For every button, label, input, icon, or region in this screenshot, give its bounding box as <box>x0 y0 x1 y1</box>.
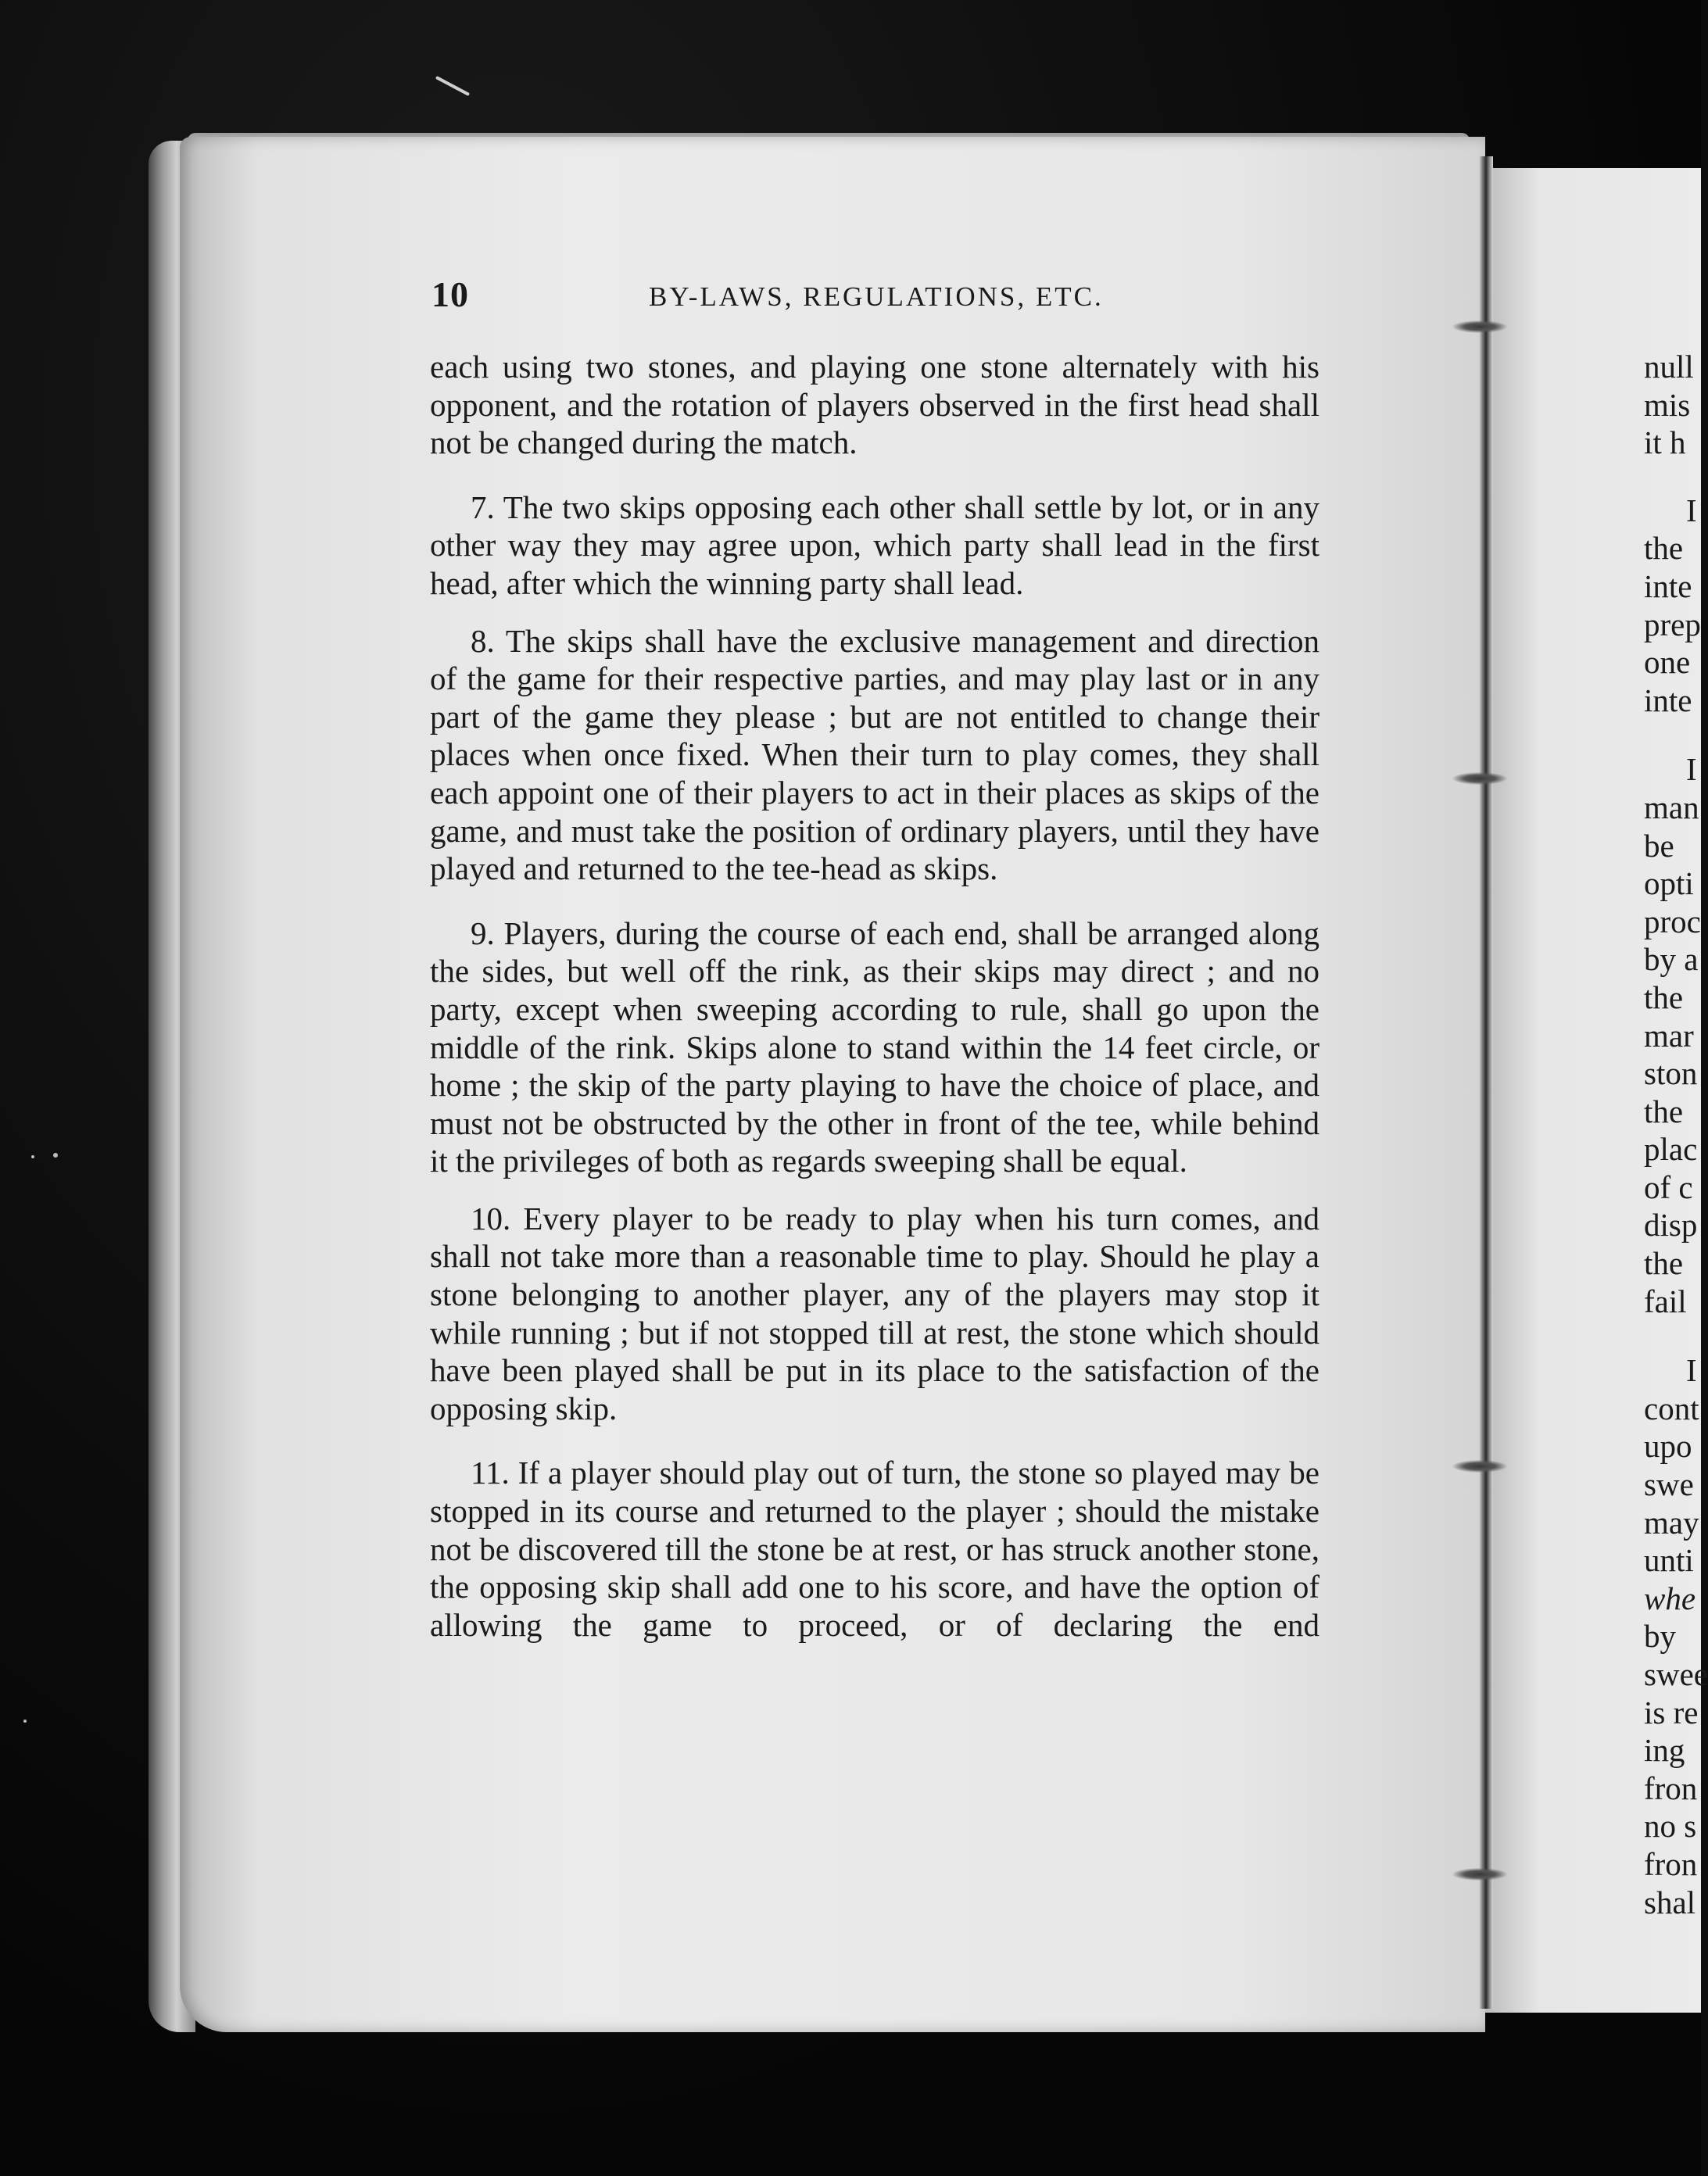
rule-number: 7. <box>471 489 495 525</box>
film-speck <box>23 1720 27 1723</box>
fragment-line: swee <box>1644 1656 1708 1692</box>
rule-10 <box>430 1200 1319 1428</box>
fragment-line: fron <box>1644 1770 1698 1806</box>
fragment-line: the <box>1644 1245 1684 1282</box>
rule-number: 11. <box>471 1455 510 1491</box>
fragment-line: is re <box>1644 1694 1699 1730</box>
fragment-line: fail <box>1644 1283 1687 1319</box>
fragment-line: by a <box>1644 941 1699 978</box>
film-speck <box>31 1155 34 1158</box>
rule-7 <box>430 489 1319 603</box>
binding-stitch <box>1452 1868 1507 1881</box>
page-header <box>431 274 1323 320</box>
fragment-line: it h <box>1644 424 1686 461</box>
fragment-line: inte <box>1644 567 1692 604</box>
rule-text: The two skips opposing each other shall settle by lot, or in any other way they may agree upon, which party shall lead in the first head, after which the winning party shall lead. <box>430 489 1319 601</box>
fragment-line: man <box>1644 789 1699 825</box>
fragment-line: I <box>1686 1352 1697 1389</box>
rule-9 <box>430 914 1319 1180</box>
rule-number: 8. <box>471 622 495 659</box>
right-page-text-fragments <box>1644 348 1708 1921</box>
running-head: BY-LAWS, REGULATIONS, ETC. <box>649 281 1104 312</box>
fragment-line: null <box>1644 349 1694 385</box>
rule-text: Players, during the course of each end, shall be arranged along the sides, but well off the rink, as their skips may direct ; and no party, except when sweeping according to rule, shall go upon the middle of the rink. Skips alone to stand within the 14 feet circle, or home ; the skip of the party playing to have the choice of place, and must not be obstructed by the other in front of the tee, while behind it the privileges of both as regards sweeping shall be equal. <box>430 914 1320 1179</box>
fragment-line: upo <box>1644 1428 1692 1465</box>
rule-text: The skips shall have the exclusive management and direction of the game for their respective parties, and may play last or in any part of the game they please ; but are not entitled to change their places when once fixed. When their turn to play comes, they shall each appoint one of their players to act in their places as skips of the game, and must take the position of ordinary players, until they have played and returned to the tee-head as skips. <box>430 622 1320 887</box>
fragment-line: whe <box>1644 1580 1696 1616</box>
film-speck <box>53 1153 58 1158</box>
fragment-line: the <box>1644 1093 1684 1129</box>
rule-8 <box>430 622 1319 888</box>
fragment-line: of c <box>1644 1169 1693 1205</box>
fragment-line: unti <box>1644 1542 1694 1579</box>
page-number: 10 <box>431 274 469 314</box>
fragment-line: fron <box>1644 1845 1698 1882</box>
fragment-line: mar <box>1644 1017 1694 1054</box>
rule-text: If a player should play out of turn, the stone so played may be stopped in its course and returned to the player ; should the mistake not be discovered till the stone be at rest, or has struck another stone, the opposing skip shall add one to his score, and have the option of allowing the game to proceed, or of declaring the end <box>430 1455 1319 1643</box>
fragment-line: by <box>1644 1618 1676 1655</box>
binding-stitch <box>1452 772 1507 785</box>
fragment-line: cont <box>1644 1390 1699 1426</box>
fragment-line: may <box>1644 1504 1699 1541</box>
fragment-line: inte <box>1644 682 1692 718</box>
fragment-line: disp <box>1644 1207 1698 1244</box>
continuation-paragraph <box>430 348 1319 462</box>
rule-number: 10. <box>471 1200 511 1237</box>
fragment-line: ston <box>1644 1055 1698 1092</box>
rule-11 <box>430 1454 1319 1644</box>
fragment-line: one <box>1644 644 1691 681</box>
fragment-line: I <box>1686 492 1697 528</box>
fragment-line: the <box>1644 979 1684 1015</box>
fragment-line: I <box>1686 751 1697 788</box>
fragment-line: proc <box>1644 903 1701 939</box>
paragraph-text: each using two stones, and playing one stone alternately with his opponent, and the rotation of players observed in the first head shall not be changed during the match. <box>430 349 1319 461</box>
book-gutter <box>1479 156 1493 2009</box>
fragment-line: opti <box>1644 865 1694 902</box>
rule-number: 9. <box>471 914 495 951</box>
fragment-line: prep <box>1644 606 1701 642</box>
fragment-line: ing <box>1644 1732 1685 1769</box>
binding-stitch <box>1452 320 1507 333</box>
fragment-line: the <box>1644 530 1684 567</box>
fragment-line: plac <box>1644 1131 1698 1168</box>
rule-text: Every player to be ready to play when his turn comes, and shall not take more than a reasonable time to play. Should he play a stone belonging to another player, any of the players may stop it while running ; but if not stopped till at rest, the stone which should have been played shall be put in its place to the satisfaction of the opposing skip. <box>430 1200 1320 1426</box>
binding-stitch <box>1452 1460 1507 1473</box>
fragment-line: mis <box>1644 386 1691 423</box>
left-page-body <box>430 348 1319 1644</box>
fragment-line: be <box>1644 827 1674 864</box>
fragment-line: no s <box>1644 1808 1697 1845</box>
fragment-line: shal <box>1644 1884 1696 1920</box>
fragment-line: swe <box>1644 1466 1694 1503</box>
